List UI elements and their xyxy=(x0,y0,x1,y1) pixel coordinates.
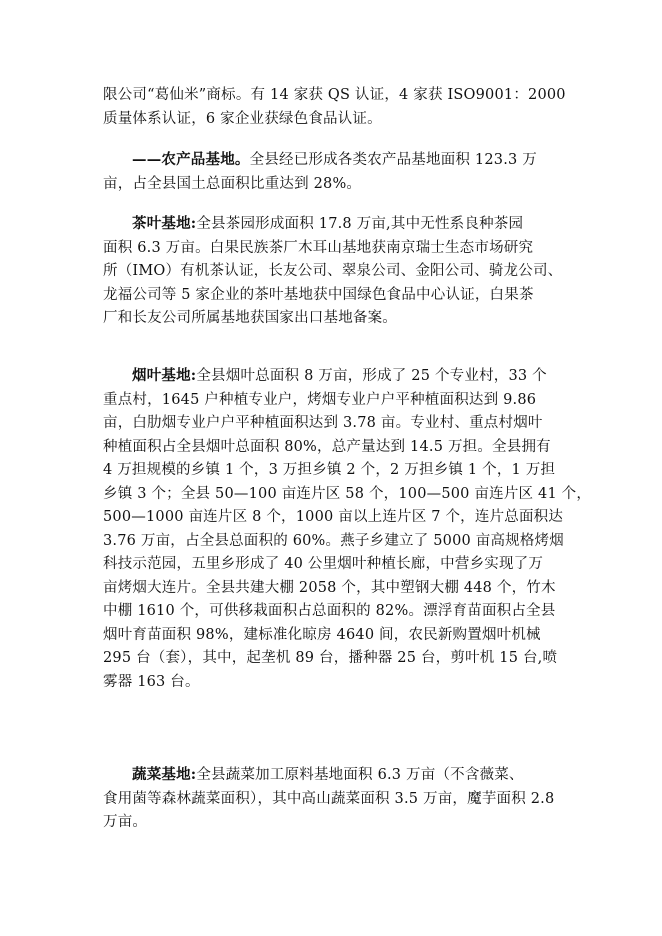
tobacco-base-line-6: 乡镇 3 个；全县 50—100 亩连片区 58 个，100—500 亩连片区 41 个， xyxy=(103,485,592,502)
tea-base-line-5: 厂和长友公司所属基地获国家出口基地备案。 xyxy=(103,310,397,326)
agri-base-line-1: 全县经已形成各类农产品基地面积 123.3 万 xyxy=(249,152,537,168)
tobacco-base-line-5: 4 万担规模的乡镇 1 个，3 万担乡镇 2 个，2 万担乡镇 1 个，1 万担 xyxy=(103,462,556,478)
tobacco-base-line-13: 295 台（套），其中，起垄机 89 台，播种器 25 台，剪叶机 15 台,喷 xyxy=(103,650,558,666)
agri-base-heading: ——农产品基地。 xyxy=(132,151,250,168)
tobacco-base-paragraph xyxy=(103,364,592,694)
tea-base-line-1: 全县茶园形成面积 17.8 万亩,其中无性系良种茶园 xyxy=(196,216,524,232)
tobacco-base-line-14: 雾器 163 台。 xyxy=(103,673,200,690)
tobacco-base-line-7: 500—1000 亩连片区 8 个，1000 亩以上连片区 7 个，连片总面积达 xyxy=(103,509,564,525)
intro-paragraph xyxy=(103,84,573,131)
tea-base-line-4: 龙福公司等 5 家企业的茶叶基地获中国绿色食品中心认证，白果茶 xyxy=(103,286,534,303)
tobacco-base-line-12: 烟叶育苗面积 98%，建标准化晾房 4640 间，农民新购置烟叶机械 xyxy=(103,626,541,643)
tobacco-base-heading: 烟叶基地: xyxy=(132,367,197,384)
tea-base-heading: 茶叶基地: xyxy=(132,215,197,232)
tea-base-line-3: 所（IMO）有机茶认证，长友公司、翠泉公司、金阳公司、骑龙公司、 xyxy=(103,263,563,279)
vegetable-base-line-1: 全县蔬菜加工原料基地面积 6.3 万亩（不含薇菜、 xyxy=(196,767,524,783)
tea-base-paragraph xyxy=(103,212,573,331)
tobacco-base-line-1: 全县烟叶总面积 8 万亩，形成了 25 个专业村，33 个 xyxy=(196,368,547,384)
agri-base-paragraph xyxy=(103,148,573,196)
intro-line-2: 质量体系认证，6 家企业获绿色食品认证。 xyxy=(103,110,382,127)
vegetable-base-line-3: 万亩。 xyxy=(103,814,148,830)
tobacco-base-line-10: 亩烤烟大连片。全县共建大棚 2058 个，其中塑钢大棚 448 个，竹木 xyxy=(103,579,556,596)
tobacco-base-line-4: 种植面积占全县烟叶总面积 80%，总产量达到 14.5 万担。全县拥有 xyxy=(103,438,551,455)
intro-line-1: 限公司“葛仙米”商标。有 14 家获 QS 认证，4 家获 ISO9001：2000 xyxy=(103,87,566,103)
agri-base-line-2: 亩，占全县国土总面积比重达到 28%。 xyxy=(103,175,362,192)
tobacco-base-line-11: 中棚 1610 个，可供移栽面积占总面积的 82%。漂浮育苗面积占全县 xyxy=(103,603,556,619)
tobacco-base-line-9: 科技示范园，五里乡形成了 40 公里烟叶种植长廊，中营乡实现了万 xyxy=(103,556,544,572)
vegetable-base-paragraph xyxy=(103,763,573,835)
tobacco-base-line-8: 3.76 万亩，占全县总面积的 60%。燕子乡建立了 5000 亩高规格烤烟 xyxy=(103,532,564,549)
tea-base-line-2: 面积 6.3 万亩。白果民族茶厂木耳山基地获南京瑞士生态市场研究 xyxy=(103,239,534,256)
vegetable-base-heading: 蔬菜基地: xyxy=(132,766,197,783)
tobacco-base-line-2: 重点村，1645 户种植专业户，烤烟专业户户平种植面积达到 9.86 xyxy=(103,391,537,408)
vegetable-base-line-2: 食用菌等森林蔬菜面积），其中高山蔬菜面积 3.5 万亩，魔芋面积 2.8 xyxy=(103,790,555,807)
tobacco-base-line-3: 亩，白肋烟专业户户平种植面积达到 3.78 亩。专业村、重点村烟叶 xyxy=(103,415,543,431)
